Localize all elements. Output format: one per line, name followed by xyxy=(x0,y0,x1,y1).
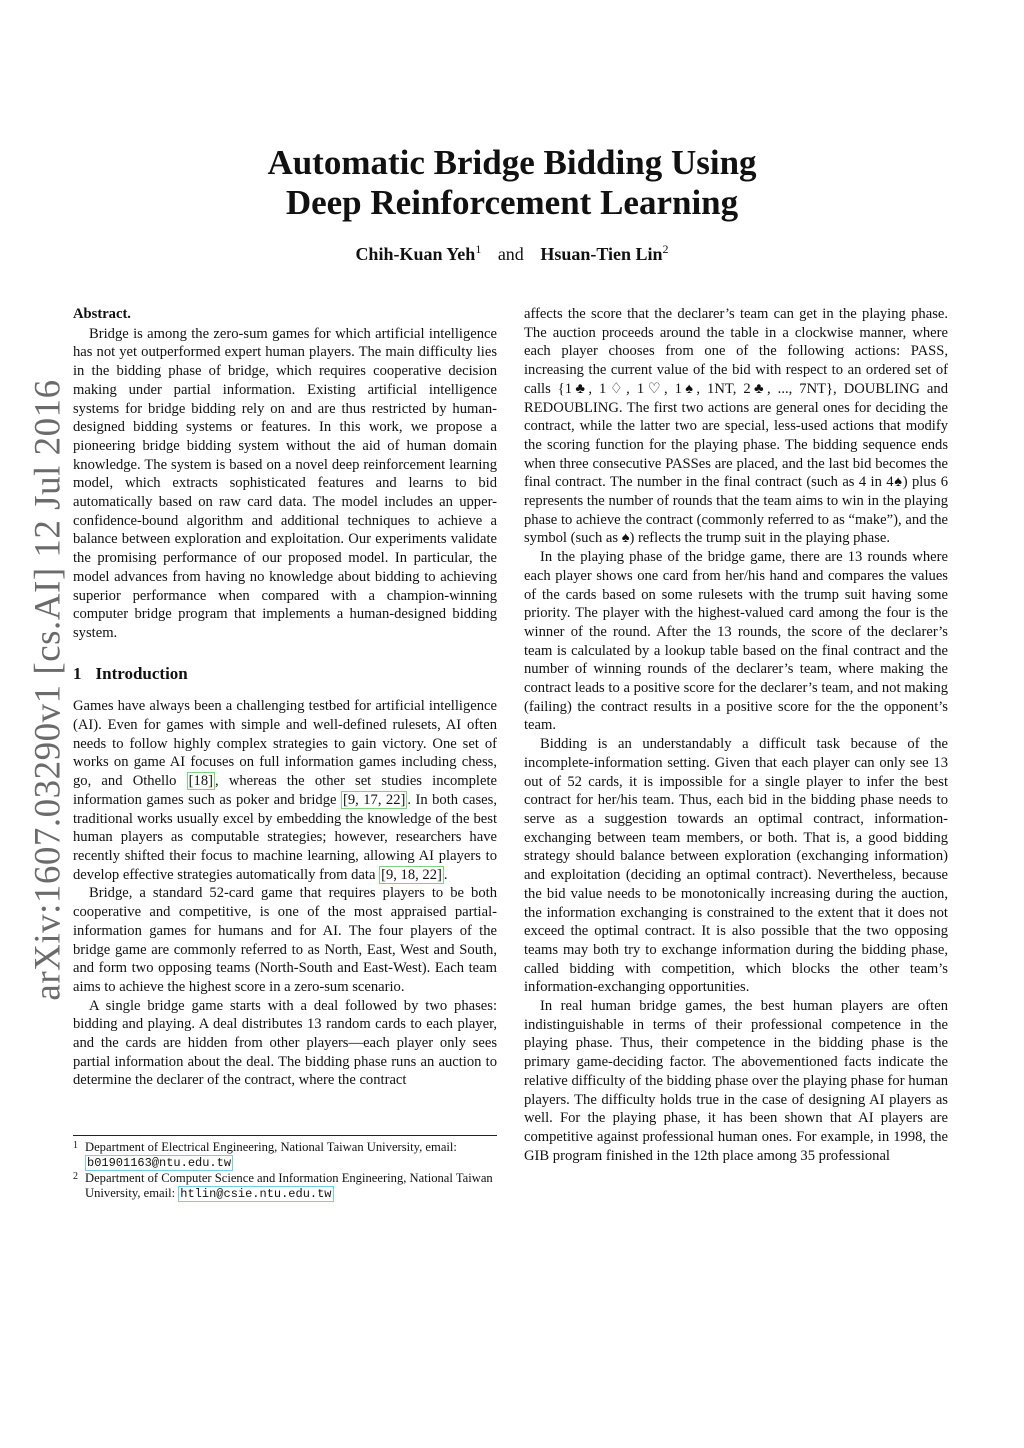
citation-link-9-18-22[interactable]: [9, 18, 22] xyxy=(381,866,442,883)
right-paragraph-3: Bidding is an understandably a difficult task because of the incomplete-information setting. Given that each player can only see 13 out of 52 cards, it is impossible for a single player to infer the best contract for her/his team. Thus, each bid in the bidding phase needs to serve as a suggestion towards an optimal contract, information-exchanging between team members, or both. That is, a good bidding strategy should balance between exploration (exchanging information) and exploitation (deciding an optimal contract). Nevertheless, because the bid value needs to be monotonically increasing during the auction, the information exchanging is constrained to the extent that it does not exceed the optimal contract. It is also possible that the two opposing teams may both try to exchange information during the bidding phase, called bidding with competition, which blocks the other team’s information-exchanging opportunities. xyxy=(524,736,948,996)
section-heading-introduction xyxy=(73,665,497,684)
intro-p1-text-c: . In both cases, traditional works usually excel by embedding the knowledge of the best human players as computable strategies; however, researchers have recently shifted their focus to machine learning, allowing AI players to develop effective strategies automatically from data xyxy=(73,791,497,883)
author-1-name: Chih-Kuan Yeh xyxy=(355,244,476,264)
paper-title xyxy=(0,143,1024,223)
section-number: 1 xyxy=(73,663,82,683)
author-conjunction: and xyxy=(497,244,524,264)
intro-paragraph-3: A single bridge game starts with a deal followed by two phases: bidding and playing. A deal distributes 13 random cards to each player, and the cards are hidden from other players—each player only sees partial information about the deal. The bidding phase runs an auction to determine the declarer of the contract, where the contract xyxy=(73,997,497,1089)
footnotes xyxy=(73,1135,497,1202)
arxiv-identifier: arXiv:1607.03290v1 [cs.AI] 12 Jul 2016 xyxy=(27,379,69,1001)
footnote-rule xyxy=(73,1135,497,1136)
intro-p1-text-b: , whereas the other set studies incomplete information games such as poker and bridge xyxy=(73,773,497,808)
footnote-1-text: Department of Electrical Engineering, National Taiwan University, email: xyxy=(85,1140,457,1154)
intro-p1-text-d: . xyxy=(443,866,448,883)
title-line-1: Automatic Bridge Bidding Using xyxy=(267,143,757,182)
abstract-text: Bridge is among the zero-sum games for which artificial intelligence has not yet outperformed expert human players. The main difficulty lies in the bidding phase of bridge, which requires cooperative decision making under partial information. Existing artificial intelligence systems for bridge bidding rely on and are thus restricted by human-designed bidding systems or features. In this work, we propose a pioneering bridge bidding system without the aid of human domain knowledge. The system is based on a novel deep reinforcement learning model, which extracts sophisticated features and learns to bid automatically based on raw card data. The model includes an upper-confidence-bound algorithm and additional techniques to achieve a balance between exploration and exploitation. Our experiments validate the promising performance of our proposed model. In particular, the model advances from having no knowledge about bidding to achieving superior performance when compared with a champion-winning computer bridge program that implements a human-designed bidding system. xyxy=(73,325,497,641)
footnote-1 xyxy=(73,1140,497,1171)
footnote-2-text: Department of Computer Science and Information Engineering, National Taiwan University, email: xyxy=(85,1171,493,1200)
right-paragraph-1: affects the score that the declarer’s team can get in the playing phase. The auction proceeds around the table in a clockwise manner, where each player chooses from one of the following actions: PASS, increasing the current value of the bid with respect to an ordered set of calls {1♣, 1♢, 1♡, 1♠, 1NT, 2♣, ..., 7NT}, DOUBLING and REDOUBLING. The first two actions are general ones for deciding the contract, while the latter two are special, less-used actions that modify the scoring function for the playing phase. The bidding sequence ends when three consecutive PASSes are placed, and the last bid becomes the final contract. The number in the final contract (such as 4 in 4♠) plus 6 represents the number of rounds that the team aims to win in the playing phase to achieve the contract (commonly referred to as “make”), and the symbol (such as ♠) reflects the trump suit in the playing phase. xyxy=(524,306,948,547)
intro-p1-text-a: Games have always been a challenging testbed for artificial intelligence (AI). Even for games with simple and well-defined rulesets, AI often needs to follow highly complex strategies to gain victory. One set of works on game AI focuses on full information games including chess, go, and Othello xyxy=(73,698,497,790)
abstract-heading: Abstract. xyxy=(73,306,131,322)
citation-link-9-17-22[interactable]: [9, 17, 22] xyxy=(342,791,406,808)
left-column xyxy=(73,305,497,1090)
section-title: Introduction xyxy=(95,663,188,683)
footnote-2-mark: 2 xyxy=(73,1171,78,1182)
footnote-2 xyxy=(73,1171,497,1202)
citation-link-18[interactable]: [18] xyxy=(188,773,213,790)
footnote-1-email-link[interactable]: b01901163@ntu.edu.tw xyxy=(87,1156,232,1170)
right-column xyxy=(524,305,948,1165)
author-2-name: Hsuan-Tien Lin xyxy=(540,244,663,264)
author-1-mark: 1 xyxy=(475,242,482,256)
title-line-2: Deep Reinforcement Learning xyxy=(285,183,739,222)
right-paragraph-2: In the playing phase of the bridge game, there are 13 rounds where each player shows one card from her/his hand and compares the values of the cards based on some rulesets with the trump suit having some priority. The player with the highest-valued card among the four is the winner of the round. After the 13 rounds, the score of the declarer’s team is calculated by a lookup table based on the final contract and the number of winning rounds of the declarer’s team, where making the contract leads to a positive score for the declarer’s team, and not making (failing) the contract results in a positive score for the the opponent’s team. xyxy=(524,549,948,734)
footnote-2-email-link[interactable]: htlin@csie.ntu.edu.tw xyxy=(180,1187,332,1201)
intro-paragraph-1 xyxy=(73,697,497,884)
right-paragraph-4: In real human bridge games, the best human players are often indistinguishable in terms of their professional competence in the playing phase. Thus, their competence in the bidding phase is the primary game-deciding factor. The abovementioned facts indicate the relative difficulty of the bidding phase over the playing phase for human players. The difficulty holds true in the case of designing AI players as well. For the playing phase, it has been shown that AI players are competitive against professional human ones. For example, in 1998, the GIB program finished in the 12th place among 35 professional xyxy=(524,998,948,1164)
intro-paragraph-2: Bridge, a standard 52-card game that requires players to be both cooperative and competitive, is one of the most appraised partial-information games for humans and for AI. The four players of the bridge game are commonly referred to as North, East, West and South, and form two opposing teams (North-South and East-West). Each team aims to achieve the highest score in a zero-sum scenario. xyxy=(73,885,497,995)
footnote-1-mark: 1 xyxy=(73,1140,78,1151)
author-2-mark: 2 xyxy=(662,242,669,256)
author-line xyxy=(0,242,1024,265)
